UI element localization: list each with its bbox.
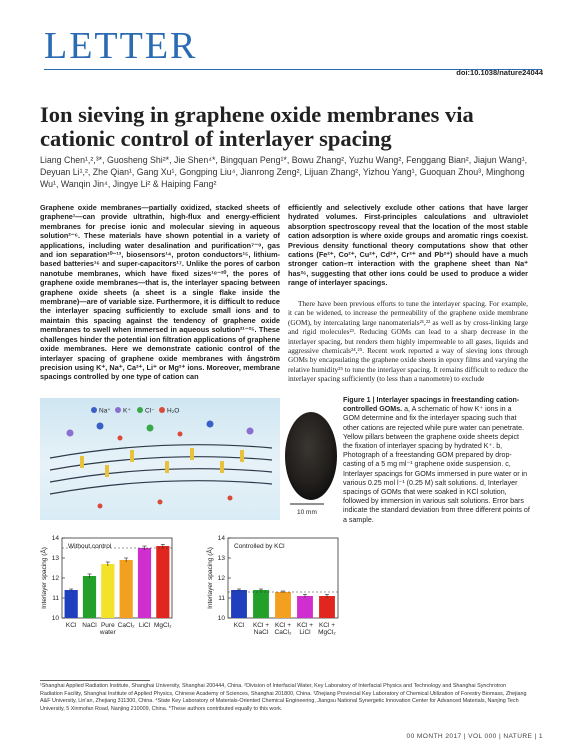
legend-na-label: Na⁺ [99, 407, 111, 415]
bar [253, 590, 269, 618]
panel-a-schematic [40, 398, 280, 520]
ions [67, 421, 254, 509]
na-ion [97, 423, 104, 430]
category-label: KCl + [318, 622, 336, 629]
y-tick-label: 10 [217, 615, 225, 623]
footnote-rule [40, 680, 150, 681]
water-molecule [98, 504, 103, 509]
bar-charts [40, 530, 340, 676]
legend-h2o-marker [159, 407, 165, 413]
caption-body: a, A schematic of how K⁺ ions in a GOM determine and fix the interlayer spacing such that other cations are rejected while pure water can penetrate. Yellow pillars between the graphene oxide sheets depict the fixation of interlayer spacing by hydrated K⁺. b, Photograph of a freestanding GOM prepared by drop-casting of a 5 mg ml⁻¹ graphene oxide suspension. c, Interlayer spacings for GOMs immersed in pure water or in various 0.25 mol l⁻¹ (0.25 M) salt solutions. d, Interlayer spacings of GOMs that were soaked in KCl solution, followed by immersion in various salt solutions. Error bars indicate the standard deviation from three different points of a sample. [343, 405, 530, 524]
page-footer: 00 MONTH 2017 | VOL 000 | NATURE | 1 [406, 733, 543, 740]
article-title: Ion sieving in graphene oxide membranes via cationic control of interlayer spacing [40, 102, 474, 151]
y-tick-label: 10 [51, 615, 59, 623]
legend-na-marker [91, 407, 97, 413]
figure-caption [343, 396, 530, 525]
panel-b-photo [284, 398, 338, 520]
bar [101, 564, 114, 618]
legend-k-label: K⁺ [123, 407, 131, 415]
chart-title: Without control [68, 543, 112, 550]
membrane-photo [284, 398, 338, 520]
bar [138, 548, 151, 618]
caption-title: Figure 1 | Interlayer spacings in freestanding cation-controlled GOMs. [343, 396, 520, 414]
category-label: Pure [100, 622, 115, 629]
category-label: CaCl₂ [274, 629, 292, 636]
abstract-paragraph-2: efficiently and selectively exclude other cations that have larger hydrated volumes. First-principles calculations and ultraviolet absorption spectroscopy reveal that the location of the most stable cation adsorption is where oxide groups and aromatic rings coexist. Previous density functional theory computations show that other cations (Fe²⁺, Co²⁺, Cu²⁺, Cd²⁺, Cr²⁺ and Pb²⁺) should have a much stronger cation–π interaction with the graphene sheet than Na⁺ has²⁶, suggesting that other ions could be used to produce a wider range of interlayer spacings. [288, 203, 528, 288]
category-label: KCl + [296, 622, 314, 629]
pillar [105, 465, 109, 477]
bar [297, 596, 313, 618]
y-tick-label: 12 [217, 575, 225, 583]
y-tick-label: 11 [218, 595, 225, 603]
k-ion [247, 428, 254, 435]
category-label: LiCl [299, 629, 311, 636]
panel-c-label: c [40, 530, 45, 539]
y-tick-label: 14 [217, 535, 225, 543]
y-tick-label: 13 [51, 555, 59, 563]
category-label: NaCl [82, 622, 97, 629]
y-tick-label: 11 [52, 595, 59, 603]
bar [83, 576, 96, 618]
legend-cl-marker [137, 407, 143, 413]
category-label: KCl + [274, 622, 292, 629]
y-tick-label: 13 [217, 555, 225, 563]
bar [275, 592, 291, 618]
plot-frame [62, 538, 172, 618]
pillar [80, 456, 84, 468]
legend [91, 407, 179, 415]
pillar [165, 461, 169, 473]
category-label: KCl [65, 622, 77, 629]
category-label: CaCl₂ [117, 622, 135, 629]
category-label: MgCl₂ [318, 629, 336, 636]
water-molecule [118, 436, 123, 441]
chart-c [40, 535, 172, 636]
section-label: LETTER [44, 25, 198, 67]
body-paragraph-1: There have been previous efforts to tune the interlayer spacing. For example, it can be widened, to increase the permeability of the graphene oxide membrane (GOM), by intercalating large nanomaterials²¹,²² as well as by cross-linking large and rigid molecules²³. Reducing GOMs can lead to a sharp decrease in the interlayer spacing, but renders them highly impermeable to all gases, liquids and aggressive chemicals²⁴,²⁵. Recent work reported a way of sieving ions through GOMs by encapsulating the graphene oxide sheets in epoxy films and varying the relative humidity²⁵ to tune the interlayer spacing. It remains difficult to reduce the interlayer spacing sufficiently (to less than a nanometre) to exclude [288, 299, 528, 384]
water-molecule [178, 432, 183, 437]
pillar [240, 450, 244, 462]
category-label: KCl [233, 622, 245, 629]
graphene-sheets [50, 445, 272, 494]
bar [156, 546, 169, 618]
author-list: Liang Chen¹,²,³*, Guosheng Shi²*, Jie Shen⁴*, Bingquan Peng¹*, Bowu Zhang², Yuzhu Wang², Fenggang Bian², Jiajun Wang¹, Deyuan Li¹,², Zhe Qian¹, Gang Xu¹, Gongping Liu⁴, Jianrong Zeng², Lijuan Zhang², Yizhou Yang¹, Guoquan Zhou³, Minghong Wu¹, Wanqin Jin⁴, Jingye Li² & Haiping Fang² [40, 155, 528, 189]
na-ion [207, 421, 214, 428]
scale-bar-label: 10 mm [297, 509, 317, 516]
abstract-column-1 [40, 203, 280, 382]
legend-k-marker [115, 407, 121, 413]
y-tick-label: 12 [51, 575, 59, 583]
chart-d [205, 535, 338, 636]
cl-ion [147, 425, 154, 432]
water-molecule [158, 500, 163, 505]
pillar [220, 461, 224, 473]
y-axis-label: Interlayer spacing (Å) [207, 547, 214, 609]
bar [120, 560, 133, 618]
k-ion [67, 430, 74, 437]
legend-h2o-label: H₂O [167, 407, 180, 415]
graphene-sheet-3 [50, 469, 272, 482]
legend-cl-label: Cl⁻ [145, 407, 155, 415]
pillar [130, 450, 134, 462]
y-axis-label: Interlayer spacing (Å) [41, 547, 48, 609]
panel-d-label: d [210, 530, 215, 539]
membrane-schematic [40, 398, 280, 520]
membrane-disc [285, 412, 337, 500]
bar [231, 590, 247, 618]
category-label: KCl + [252, 622, 270, 629]
category-label: water [99, 629, 116, 636]
water-molecule [228, 496, 233, 501]
abstract-column-2 [288, 203, 528, 288]
abstract-paragraph-1: Graphene oxide membranes—partially oxidized, stacked sheets of graphene¹—can provide ultrathin, high-flux and energy-efficient membranes for precise ionic and molecular sieving in aqueous solution²⁻⁶. These materials have shown potential in a variety of applications, including water desalination and purification⁷⁻⁹, gas and ion separation¹⁰⁻¹³, biosensors¹⁴, proton conductors¹⁵, lithium-based batteries¹⁶ and super-capacitors¹⁷. Unlike the pores of carbon nanotube membranes, which have fixed sizes¹⁸⁻²⁰, the pores of graphene oxide membranes—that is, the interlayer spacing between graphene oxide sheets (a sheet is a single flake inside the membrane)—are of variable size. Furthermore, it is difficult to reduce the interlayer spacing sufficiently to exclude small ions and to maintain this spacing against the tendency of graphene oxide membranes to swell when immersed in aqueous solution²¹⁻²⁵. These challenges hinder the potential ion filtration applications of graphene oxide membranes. Here we demonstrate cationic control of the interlayer spacing of graphene oxide membranes with ångström precision using K⁺, Na⁺, Ca²⁺, Li⁺ or Mg²⁺ ions. Moreover, membrane spacings controlled by one type of cation can [40, 203, 281, 382]
pillar [190, 448, 194, 460]
graphene-sheet-4 [50, 481, 272, 494]
chart-title: Controlled by KCl [234, 543, 285, 550]
bar [65, 590, 78, 618]
category-label: LiCl [138, 622, 151, 629]
affiliations: ¹Shanghai Applied Radiation Institute, Shanghai University, Shanghai 200444, China. ²Division of Interfacial Water, Key Laboratory of Interfacial Physics and Technology and Shanghai Synchrotron Radiation Facility, Shanghai Institute of Applied Physics, Chinese Academy of Sciences, Shanghai 201800, China. ³Zhejiang Provincial Key Laboratory of Chemical Utilization of Forestry Biomass, Zhejiang A&F University, Lin'an, Zhejiang 311300, China. ⁴State Key Laboratory of Materials-Oriented Chemical Engineering, Jiangsu National Synergetic Innovation Center for Advanced Materials, Nanjing Tech University, 5 Xinmofan Road, Nanjing 210009, China. *These authors contributed equally to this work. [40, 683, 527, 712]
category-label: NaCl [253, 629, 269, 636]
body-column [288, 299, 528, 384]
bar [319, 596, 335, 618]
doi-label[interactable]: doi:10.1038/nature24044 [456, 68, 543, 77]
category-label: MgCl₂ [153, 622, 172, 629]
y-tick-label: 14 [51, 535, 59, 543]
